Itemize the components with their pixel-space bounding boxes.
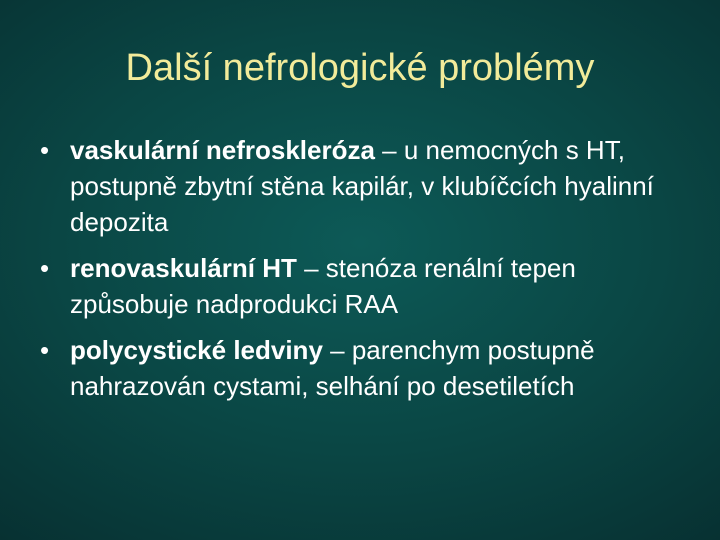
- bullet-list: [38, 132, 688, 414]
- bullet-dot-icon: •: [40, 135, 50, 165]
- bullet-term: renovaskulární HT: [70, 253, 297, 283]
- bullet-dot-icon: •: [40, 335, 50, 365]
- bullet-text: – parenchym postupně nahrazován cystami, selhání po desetiletích: [70, 335, 595, 401]
- slide-title: Další nefrologické problémy: [125, 47, 595, 89]
- bullet-text: – stenóza renální tepen způsobuje nadprodukci RAA: [70, 253, 576, 319]
- bullet-dot-icon: •: [40, 253, 50, 283]
- bullet-term: vaskulární nefroskleróza: [70, 135, 375, 165]
- bullet-item-vascular-nephrosclerosis: [38, 132, 688, 240]
- bullet-term: polycystické ledviny: [70, 335, 323, 365]
- bullet-text: – u nemocných s HT, postupně zbytní stěna kapilár, v klubíčcích hyalinní depozita: [70, 135, 654, 237]
- bullet-item-polycystic-kidneys: [38, 332, 688, 404]
- bullet-item-renovascular-ht: [38, 250, 688, 322]
